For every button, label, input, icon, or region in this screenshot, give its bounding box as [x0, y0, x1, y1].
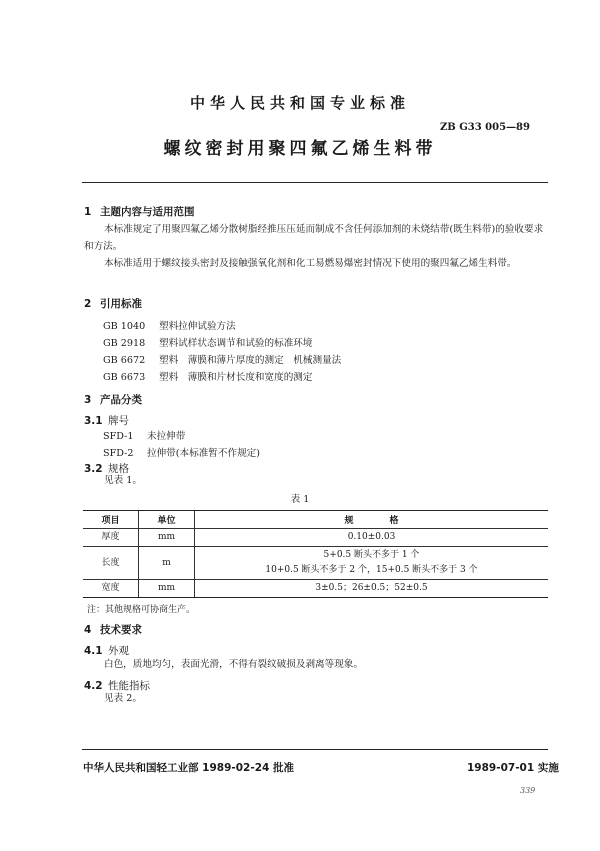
cell-item: 宽度 — [83, 580, 139, 598]
reference-title: 塑料 薄膜和薄片厚度的测定 机械测量法 — [159, 355, 342, 366]
subsection-title: 外观 — [108, 645, 129, 657]
spec-line: 5+0.5 断头不多于 1 个 — [323, 550, 420, 560]
reference-item — [103, 352, 341, 369]
org-title: 中华人民共和国专业标准 — [189, 94, 410, 112]
reference-title: 塑料 薄膜和片材长度和宽度的测定 — [159, 372, 313, 383]
grade-code: SFD-2 — [103, 448, 134, 459]
effective-date: 1989-07-01 实施 — [467, 762, 559, 774]
reference-code: GB 6672 — [103, 355, 146, 366]
section-1-paragraph-1: 本标准规定了用聚四氟乙烯分散树脂经推压压延而制成不含任何添加剂的未烧结带(既生料带)的验收要求和方法。 — [84, 224, 544, 252]
section-1-heading — [84, 204, 195, 219]
document-title: 螺纹密封用聚四氟乙烯生料带 — [163, 139, 437, 159]
subsection-4-2-text: 见表 2。 — [104, 693, 142, 704]
section-number: 3 — [84, 394, 92, 406]
cell-spec — [195, 547, 549, 580]
cell-spec: 0.10±0.03 — [195, 529, 549, 547]
cell-item: 厚度 — [83, 529, 139, 547]
table-row — [83, 547, 548, 580]
section-2-heading — [84, 296, 142, 311]
subsection-3-2-text: 见表 1。 — [104, 475, 142, 486]
reference-item — [103, 369, 341, 386]
cell-unit: m — [139, 547, 195, 580]
cell-spec: 3±0.5；26±0.5；52±0.5 — [195, 580, 549, 598]
section-4-heading — [84, 622, 142, 637]
grade-item — [103, 428, 260, 445]
section-title: 引用标准 — [100, 298, 142, 310]
subsection-number: 3.2 — [84, 463, 103, 475]
reference-code: GB 2918 — [103, 338, 146, 349]
section-number: 1 — [84, 206, 92, 218]
column-header-item: 项目 — [83, 511, 139, 529]
cell-item: 长度 — [83, 547, 139, 580]
subsection-number: 4.1 — [84, 645, 103, 657]
spec-line: 10+0.5 断头不多于 2 个，15+0.5 断头不多于 3 个 — [265, 565, 478, 575]
subsection-4-1-text: 白色，质地均匀，表面光滑，不得有裂纹破损及剥离等现象。 — [104, 659, 364, 670]
section-title: 技术要求 — [100, 624, 142, 636]
standard-code: ZB G33 005—89 — [440, 122, 530, 133]
section-1-paragraph-2: 本标准适用于螺纹接头密封及接触强氧化剂和化工易燃易爆密封情况下使用的聚四氟乙烯生料带。 — [104, 258, 517, 269]
table-row — [83, 529, 548, 547]
subsection-title: 性能指标 — [108, 680, 150, 692]
table-1-caption: 表 1 — [290, 494, 310, 505]
reference-title: 塑料试样状态调节和试验的标准环境 — [159, 338, 313, 349]
section-title: 主题内容与适用范围 — [100, 206, 195, 218]
page-number: 339 — [520, 786, 536, 795]
table-1-note: 注：其他规格可协商生产。 — [87, 605, 196, 615]
grade-description: 拉伸带(本标准暂不作规定) — [147, 448, 261, 459]
section-3-heading — [84, 392, 142, 407]
reference-item — [103, 318, 341, 335]
section-number: 4 — [84, 624, 92, 636]
table-row — [83, 580, 548, 598]
subsection-title: 规格 — [108, 463, 129, 475]
grade-list — [103, 428, 260, 462]
reference-code: GB 1040 — [103, 321, 146, 332]
subsection-number: 4.2 — [84, 680, 103, 692]
reference-list — [103, 318, 341, 386]
subsection-title: 牌号 — [108, 415, 129, 427]
grade-item — [103, 445, 260, 462]
reference-item — [103, 335, 341, 352]
cell-unit: mm — [139, 580, 195, 598]
section-title: 产品分类 — [100, 394, 142, 406]
subsection-number: 3.1 — [84, 415, 103, 427]
cell-unit: mm — [139, 529, 195, 547]
footer-divider — [82, 749, 548, 750]
reference-title: 塑料拉伸试验方法 — [159, 321, 236, 332]
grade-code: SFD-1 — [103, 431, 134, 442]
approval-line: 中华人民共和国轻工业部 1989-02-24 批准 — [83, 762, 294, 774]
table-1 — [83, 510, 548, 598]
table-header-row — [83, 511, 548, 529]
header-divider — [82, 182, 548, 183]
column-header-spec: 规 格 — [195, 511, 549, 529]
section-number: 2 — [84, 298, 92, 310]
grade-description: 未拉伸带 — [147, 431, 186, 442]
column-header-unit: 单位 — [139, 511, 195, 529]
reference-code: GB 6673 — [103, 372, 146, 383]
subsection-3-1-heading — [84, 413, 129, 428]
